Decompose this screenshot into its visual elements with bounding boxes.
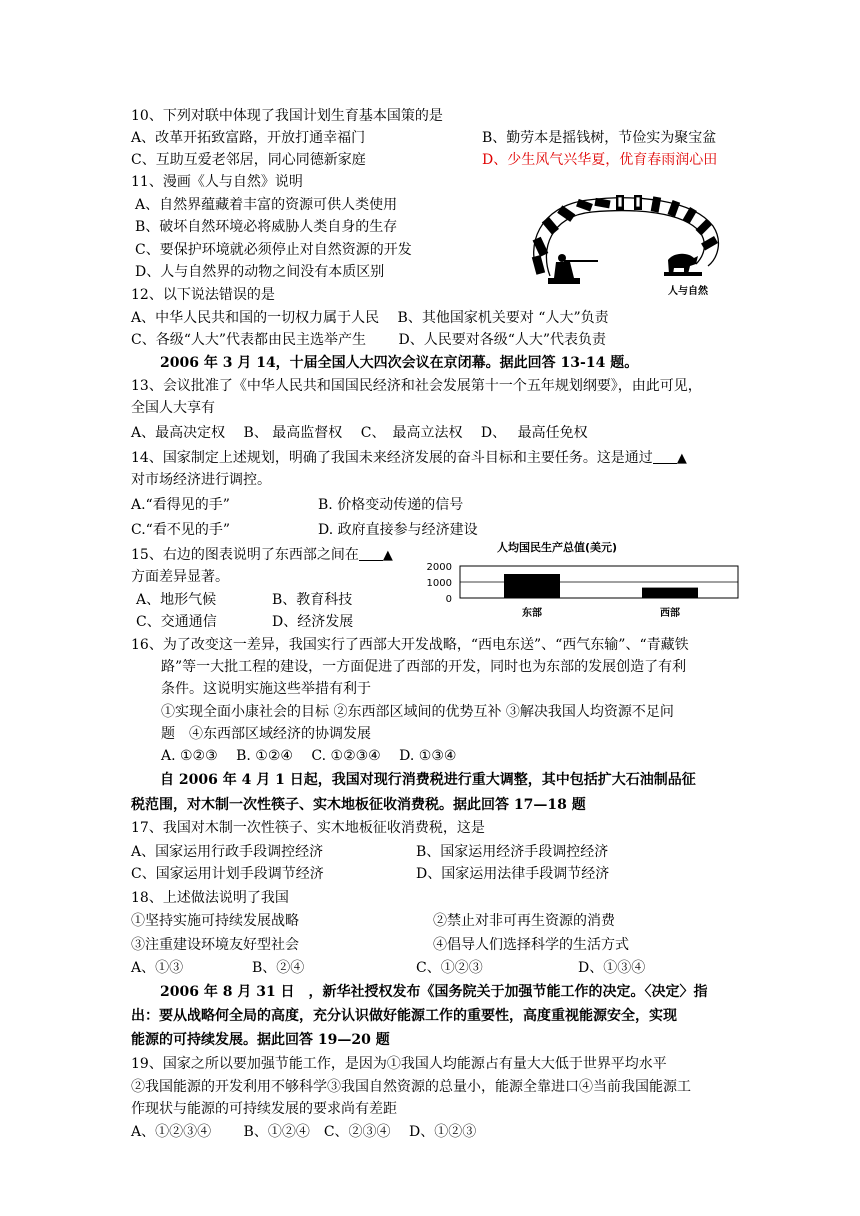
chart-category-label: 东部 [522,608,542,619]
q11-option-c: C、要保护环境就必须停止对自然资源的开发 [135,242,412,258]
q14-option-d: D. 政府直接参与经济建设 [318,522,478,538]
q15-option-a: A、地形气候 [136,592,217,608]
q19-line3: 作现状与能源的可持续发展的要求尚有差距 [131,1101,397,1117]
q18-statement-3: ③注重建设环境友好型社会 [131,937,299,953]
q19-options: A、①②③④ B、①②④ C、②③④ D、①②③ [131,1124,477,1140]
q14-marker: ▲ [676,451,687,466]
q18-option-c: C、①②③ [416,960,483,976]
chart-y-tick-label: 2000 [426,562,452,573]
intro-17-18-line2: 税范围，对木制一次性筷子、实木地板征收消费税。据此回答 17—18 题 [131,797,586,813]
intro-19-20-line3: 能源的可持续发展。据此回答 19—20 题 [131,1032,390,1048]
chart-bar [642,588,698,598]
q15-line1 [131,545,393,566]
q18-option-b: B、②④ [252,960,305,976]
q16-line3: 条件。这说明实施这些举措有利于 [161,681,371,697]
answer-blank [653,449,677,464]
q14-option-b: B. 价格变动传递的信号 [318,497,464,513]
q18-option-d: D、①③④ [578,960,646,976]
q11-option-d: D、人与自然界的动物之间没有本质区别 [135,264,385,280]
q17-option-b: B、国家运用经济手段调控经济 [416,844,609,860]
q11-option-b: B、破坏自然环境必将威胁人类自身的生存 [135,219,398,235]
gnp-per-capita-chart [412,540,742,622]
q13-options: A、最高决定权 B、 最高监督权 C、 最高立法权 D、 最高任免权 [131,425,588,441]
intro-13-14: 2006 年 3 月 14，十届全国人大四次会议在京闭幕。据此回答 13-14 题。 [160,355,639,371]
q10-option-c: C、互助互爱老邻居，同心同德新家庭 [131,152,366,168]
q15-marker: ▲ [382,548,393,563]
q15-option-c: C、交通通信 [136,614,217,630]
q18-stem: 18、上述做法说明了我国 [131,890,289,906]
intro-19-20-line1: 2006 年 8 月 31 日 ，新华社授权发布《国务院关于加强节能工作的决定。〈决定〉指 [160,984,708,1000]
q15-option-b: B、教育科技 [272,592,353,608]
q14-option-c: C.“看不见的手” [131,522,230,538]
chart-bar [504,574,560,598]
answer-blank [359,546,383,561]
q18-statement-2: ②禁止对非可再生资源的消费 [433,913,615,929]
q14-option-a: A.“看得见的手” [131,497,230,513]
chart-category-label: 西部 [660,608,680,619]
q15-line2: 方面差异显著。 [131,569,229,585]
q17-option-a: A、国家运用行政手段调控经济 [131,844,324,860]
q18-statement-4: ④倡导人们选择科学的生活方式 [433,937,629,953]
q15-line1-text: 15、右边的图表说明了东西部之间在 [131,547,359,563]
q12-options-cd: C、各级“人大”代表都由民主选举产生 D、人民要对各级“人大”代表负责 [131,332,607,348]
q19-line2: ②我国能源的开发利用不够科学③我国自然资源的总量小，能源全靠进口④当前我国能源工 [131,1079,691,1095]
q12-stem: 12、以下说法错误的是 [131,287,275,303]
q10-option-b: B、勤劳本是摇钱树，节俭实为聚宝盆 [482,130,717,146]
q10-stem: 10、下列对联中体现了我国计划生育基本国策的是 [131,108,443,124]
intro-19-20-line2: 出：要从战略何全局的高度，充分认识做好能源工作的重要性，高度重视能源安全，实现 [131,1008,677,1024]
intro-17-18-line1: 自 2006 年 4 月 1 日起，我国对现行消费税进行重大调整，其中包括扩大石油制品征 [160,772,696,788]
chart-y-tick-label: 0 [445,594,452,605]
q18-option-a: A、①③ [131,960,184,976]
q15-option-d: D、经济发展 [272,614,354,630]
cartoon-human-and-nature [518,186,728,298]
q16-line1: 16、为了改变这一差异，我国实行了西部大开发战略，“西电东送”、“西气东输”、“青藏铁 [131,637,689,653]
chart-title: 人均国民生产总值(美元) [497,541,618,554]
q17-option-c: C、国家运用计划手段调节经济 [131,866,324,882]
q11-option-a: A、自然界蕴藏着丰富的资源可供人类使用 [135,197,398,213]
q18-statement-1: ①坚持实施可持续发展战略 [131,913,299,929]
q19-line1: 19、国家之所以要加强节能工作，是因为①我国人均能源占有量大大低于世界平均水平 [131,1056,667,1072]
q11-stem: 11、漫画《人与自然》说明 [131,174,303,190]
q14-line2: 对市场经济进行调控。 [131,472,271,488]
q13-line2: 全国人大享有 [131,400,215,416]
q16-line5: 题 ④东西部区域经济的协调发展 [161,726,371,742]
q16-line2: 路”等一大批工程的建设，一方面促进了西部的开发，同时也为东部的发展创造了有利 [161,659,687,675]
q17-option-d: D、国家运用法律手段调节经济 [416,866,610,882]
q10-option-d: D、少生风气兴华夏，优育春雨润心田 [482,152,718,168]
cartoon-caption: 人与自然 [668,286,708,297]
q16-line4: ①实现全面小康社会的目标 ②东西部区域间的优势互补 ③解决我国人均资源不足问 [161,704,674,720]
q14-line1 [131,448,687,469]
q12-options-ab: A、中华人民共和国的一切权力属于人民 B、其他国家机关要对 “人大”负责 [131,310,609,326]
q10-option-a: A、改革开拓致富路，开放打通幸福门 [131,130,366,146]
q14-line1-text: 14、国家制定上述规划，明确了我国未来经济发展的奋斗目标和主要任务。这是通过 [131,450,653,466]
q13-line1: 13、会议批准了《中华人民共和国国民经济和社会发展第十一个五年规划纲要》，由此可见， [131,378,702,394]
q16-options: A. ①②③ B. ①②④ C. ①②③④ D. ①③④ [161,748,457,764]
chart-y-tick-label: 1000 [426,578,452,589]
q17-stem: 17、我国对木制一次性筷子、实木地板征收消费税，这是 [131,820,485,836]
